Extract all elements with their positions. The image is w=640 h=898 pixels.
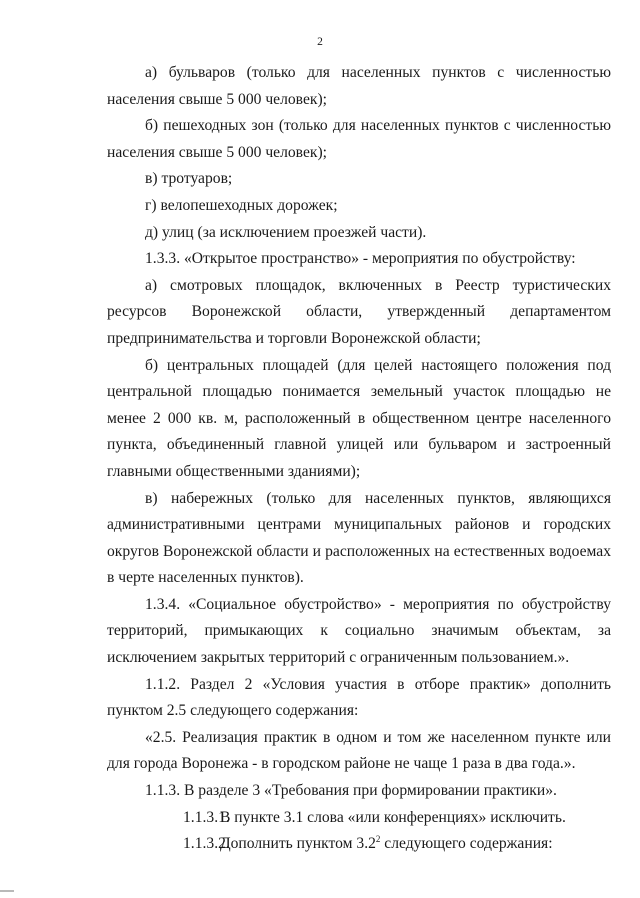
paragraph-observation-decks: а) смотровых площадок, включенных в Реестр туристических ресурсов Воронежской области, утвержденный департаментом предпринимательства и торговли Воронежской области; [107,276,611,347]
numbered-item-1-1-3-2 [107,831,611,858]
scan-edge-mark [0,890,14,892]
item-number: 1.1.3.2. [183,835,230,853]
page-number: 2 [317,36,323,48]
paragraph-central-squares: б) центральных площадей (для целей настоящего положения под центральной площадью понимается земельный участок площадью не менее 2 000 кв. м, расположенный в общественном центре населенного пункта, объединенный главной улицей или бульваром и застроенный главными общественными зданиями); [107,356,611,480]
paragraph-sidewalks: в) тротуаров; [145,170,233,188]
paragraph-section-3: 1.1.3. В разделе 3 «Требования при формировании практики». [145,782,557,800]
paragraph-section-2: 1.1.2. Раздел 2 «Условия участия в отборе практик» дополнить пунктом 2.5 следующего содержания: [107,675,611,720]
paragraph-social-improvement: 1.3.4. «Социальное обустройство» - мероприятия по обустройству территорий, примыкающих к социально значимым объектам, за исключением закрытых территорий с ограниченным пользованием.». [107,595,611,667]
numbered-item-1-1-3-1 [107,805,611,832]
paragraph-open-space: 1.3.3. «Открытое пространство» - мероприятия по обустройству: [145,250,576,268]
paragraph-boulevards: а) бульваров (только для населенных пунктов с численностью населения свыше 5 000 человек); [107,64,611,108]
item-text: В пункте 3.1 слова «или конференциях» исключить. [220,808,566,826]
item-superscript: 2 [375,834,381,845]
paragraph-embankments: в) набережных (только для населенных пунктов, являющихся административными центрами муниципальных районов и городских округов Воронежской области и расположенных на естественных водоемах в черте населенных пунктов). [107,489,611,587]
paragraph-bike-paths: г) велопешеходных дорожек; [145,196,338,214]
item-text-after: следующего содержания: [380,835,553,853]
paragraph-streets: д) улиц (за исключением проезжей части). [145,223,427,241]
paragraph-clause-2-5: «2.5. Реализация практик в одном и том же населенном пункте или для города Воронежа - в городском районе не чаще 1 раза в два года.». [107,728,611,773]
item-text: Дополнить пунктом 3.2 [220,835,376,853]
paragraph-pedestrian-zones: б) пешеходных зон (только для населенных пунктов с численностью населения свыше 5 000 человек); [107,117,611,161]
document-body [107,60,611,858]
item-number: 1.1.3.1. [183,808,230,826]
